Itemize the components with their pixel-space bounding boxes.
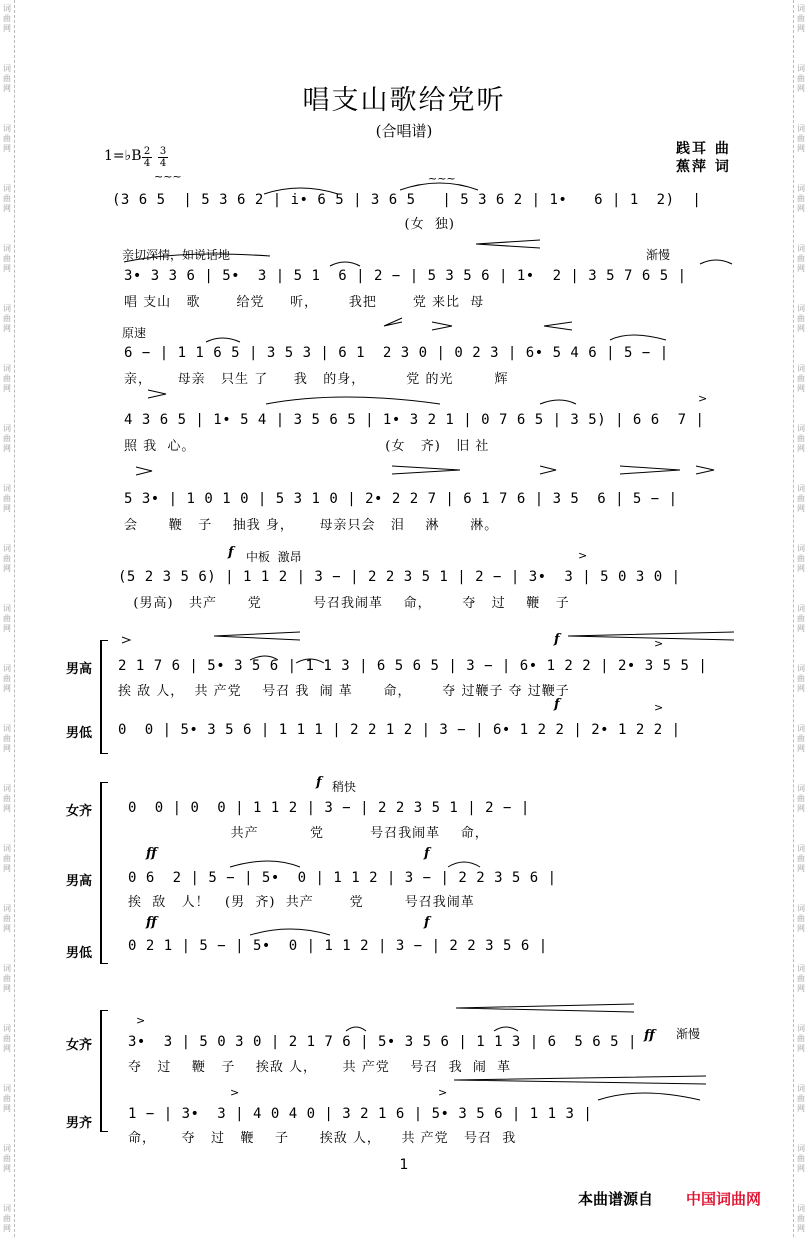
song-title: 唱支山歌给党听 — [302, 85, 506, 116]
margin-watermark: 词 曲 网 — [797, 544, 805, 573]
slur — [346, 1027, 366, 1031]
choir-3-female-notes: 3• 3 | 5 0 3 0 | 2 1 7 6 | 5• 3 5 6 | 1 1 3 | 6 5 6 5 | — [128, 1034, 637, 1050]
system-4-notes: 4 3 6 5 | 1• 5 4 | 3 5 6 5 | 1• 3 2 1 | 0 7 6 5 | 3 5) | 6 6 7 | — [124, 412, 705, 428]
choir-2-dynamic-f-low: f — [424, 915, 430, 930]
slur — [598, 1093, 700, 1100]
slur — [124, 254, 270, 262]
trill-mark: ~~~ — [154, 170, 182, 183]
slur — [700, 260, 732, 264]
choir-1-dynamic-bottom: f — [554, 697, 560, 712]
choir-2-male-low-label: 男低 — [66, 946, 93, 961]
choir-2-male-low-notes: 0 2 1 | 5 − | 5• 0 | 1 1 2 | 3 − | 2 2 3 5 6 | — [128, 938, 548, 954]
margin-watermark: 词 曲 网 — [3, 184, 11, 213]
choir-3-male-lyrics: 命， 夺 过 鞭 子 挨敌 人， 共 产党 号召 我 — [128, 1131, 517, 1146]
choir-1-male-high-label: 男高 — [66, 662, 93, 677]
system-2-tempo-marking: 渐慢 — [646, 248, 671, 262]
choir-1-male-high-lyrics: 挨 敌 人， 共 产党 号召 我 闹 革 命， 夺 过鞭子 夺 过鞭子 — [118, 684, 570, 699]
system-2-notes: 3• 3 3 6 | 5• 3 | 5 1 6 | 2 − | 5 3 5 6 | 1• 2 | 3 5 7 6 5 | — [124, 268, 687, 284]
margin-watermark: 词 曲 网 — [797, 844, 805, 873]
margin-watermark: 词 曲 网 — [797, 724, 805, 753]
margin-watermark: 词 曲 网 — [3, 424, 11, 453]
margin-watermark: 词 曲 网 — [797, 124, 805, 153]
margin-watermark: 词 曲 网 — [3, 904, 11, 933]
choir-2-female-lyrics: 共产 党 号召我闹革 命， — [128, 826, 489, 841]
margin-watermark: 词 曲 网 — [797, 64, 805, 93]
margin-watermark: 词 曲 网 — [797, 664, 805, 693]
time-signature-2: 3 4 — [159, 146, 167, 169]
system-5-notes: 5 3• | 1 0 1 0 | 5 3 1 0 | 2• 2 2 7 | 6 1 7 6 | 3 5 6 | 5 − | — [124, 491, 678, 507]
accent-mark: > — [654, 701, 664, 714]
hairpin — [122, 637, 130, 643]
margin-watermark: 词 曲 网 — [3, 1204, 11, 1233]
margin-watermark: 词 曲 网 — [3, 784, 11, 813]
composer-credit: 践耳 曲 — [676, 141, 731, 157]
slur — [448, 862, 480, 867]
hairpin — [544, 322, 572, 330]
margin-watermark: 词 曲 网 — [797, 904, 805, 933]
system-6-lyrics: (男高) 共产 党 号召我闹革 命， 夺 过 鞭 子 — [118, 596, 570, 611]
page-number: 1 — [399, 1157, 409, 1173]
choir-2-male-high-notes: 0 6 2 | 5 − | 5• 0 | 1 1 2 | 3 − | 2 2 3 5 6 | — [128, 870, 557, 886]
footer-brand-link[interactable]: 中国词曲网 — [686, 1190, 762, 1208]
slur — [494, 1027, 518, 1031]
margin-watermark: 词 曲 网 — [797, 304, 805, 333]
margin-watermark: 词 曲 网 — [3, 124, 11, 153]
margin-watermark: 词 曲 网 — [3, 364, 11, 393]
margin-watermark: 词 曲 网 — [797, 784, 805, 813]
margin-watermark: 词 曲 网 — [797, 364, 805, 393]
margin-watermark: 词 曲 网 — [797, 1024, 805, 1053]
choir-2-dynamic-female: f — [316, 775, 322, 790]
choir-3-female-lyrics: 夺 过 鞭 子 挨敌 人， 共 产党 号召 我 闹 革 — [128, 1060, 512, 1075]
margin-watermark: 词 曲 网 — [3, 304, 11, 333]
slur — [330, 262, 360, 266]
margin-watermark: 词 曲 网 — [3, 724, 11, 753]
system-6-notes: (5 2 3 5 6) | 1 1 2 | 3 − | 2 2 3 5 1 | 2 − | 3• 3 | 5 0 3 0 | — [118, 569, 681, 585]
hairpin — [136, 467, 152, 475]
trill-mark: ~~~ — [428, 172, 456, 185]
choir-3-female-label: 女齐 — [66, 1038, 93, 1053]
accent-mark: > — [654, 637, 664, 650]
slur — [610, 335, 666, 340]
choir-2-male-high-lyrics: 挨 敌 人！ (男 齐) 共产 党 号召我闹革 — [128, 895, 475, 910]
hairpin — [454, 1076, 706, 1084]
slur — [296, 659, 324, 663]
slur — [264, 188, 338, 194]
hairpin — [620, 466, 680, 474]
choir-2-female-label: 女齐 — [66, 804, 93, 819]
hairpin — [392, 466, 460, 474]
margin-watermark: 词 曲 网 — [3, 1144, 11, 1173]
choir-3-male-label: 男齐 — [66, 1116, 93, 1131]
hairpin — [456, 1004, 634, 1012]
margin-watermark: 词 曲 网 — [3, 4, 11, 33]
choir-2-male-high-label: 男高 — [66, 874, 93, 889]
system-6-dynamic: f — [228, 545, 234, 560]
margin-watermark: 词 曲 网 — [3, 544, 11, 573]
margin-watermark: 词 曲 网 — [797, 964, 805, 993]
accent-mark: > — [698, 392, 708, 405]
hairpin — [696, 466, 714, 474]
system-3-lyrics: 亲， 母亲 只生 了 我 的身， 党 的光 辉 — [124, 372, 509, 387]
hairpin — [476, 240, 540, 248]
system-3-marking: 原速 — [122, 326, 147, 340]
choir-2-dynamic-ff-high: ff — [146, 846, 157, 861]
margin-watermark: 词 曲 网 — [3, 244, 11, 273]
accent-mark: > — [230, 1086, 240, 1099]
accent-mark: > — [578, 549, 588, 562]
margin-watermark: 词 曲 网 — [3, 484, 11, 513]
system-2-lyrics: 唱 支山 歌 给党 听， 我把 党 来比 母 — [124, 295, 485, 310]
choir-2-female-notes: 0 0 | 0 0 | 1 1 2 | 3 − | 2 2 3 5 1 | 2 − | — [128, 800, 530, 816]
system-4-lyrics: 照 我 心。 (女 齐) 旧 社 — [124, 439, 490, 454]
margin-watermark: 词 曲 网 — [3, 1084, 11, 1113]
song-subtitle: (合唱谱) — [375, 122, 433, 140]
system-3-notes: 6 − | 1 1 6 5 | 3 5 3 | 6 1 2 3 0 | 0 2 3 | 6• 5 4 6 | 5 − | — [124, 345, 669, 361]
time-signature-1: 2 4 — [143, 146, 151, 169]
hairpin — [148, 390, 166, 398]
margin-watermark: 词 曲 网 — [3, 964, 11, 993]
accent-mark: > — [136, 1014, 146, 1027]
slur — [250, 656, 278, 660]
choir-2-marking: 稍快 — [332, 780, 357, 794]
choir-2-dynamic-f-high: f — [424, 846, 430, 861]
choir-2-dynamic-ff-low: ff — [146, 915, 157, 930]
choir-3-marking: 渐慢 — [676, 1027, 701, 1041]
accent-mark: > — [438, 1086, 448, 1099]
margin-watermark: 词 曲 网 — [797, 1144, 805, 1173]
hairpin — [214, 632, 300, 640]
margin-watermark: 词 曲 网 — [3, 664, 11, 693]
slur — [540, 400, 576, 404]
hairpin — [432, 322, 452, 330]
choir-1-male-high-notes: 2 1 7 6 | 5• 3 5 6 | 1 1 3 | 6 5 6 5 | 3 − | 6• 1 2 2 | 2• 3 5 5 | — [118, 658, 708, 674]
slur — [266, 397, 440, 404]
system-5-lyrics: 会 鞭 子 抽我 身， 母亲只会 泪 淋 淋。 — [124, 518, 499, 533]
footer-source-label: 本曲谱源自 — [578, 1190, 654, 1208]
margin-watermark: 词 曲 网 — [797, 1204, 805, 1233]
margin-watermark: 词 曲 网 — [797, 604, 805, 633]
margin-watermark: 词 曲 网 — [797, 244, 805, 273]
system-6-marking: 中板 激昂 — [246, 550, 302, 564]
margin-watermark: 词 曲 网 — [797, 1084, 805, 1113]
slur — [206, 338, 240, 342]
margin-watermark: 词 曲 网 — [797, 184, 805, 213]
margin-watermark: 词 曲 网 — [797, 484, 805, 513]
margin-watermark: 词 曲 网 — [3, 64, 11, 93]
choir-3-male-notes: 1 − | 3• 3 | 4 0 4 0 | 3 2 1 6 | 5• 3 5 6 | 1 1 3 | — [128, 1106, 593, 1122]
choir-3-dynamic: ff — [644, 1028, 655, 1043]
choir-1-dynamic-top: f — [554, 632, 560, 647]
hairpin — [384, 318, 402, 326]
slur — [230, 861, 300, 867]
lyricist-credit: 蕉萍 词 — [676, 159, 731, 175]
margin-watermark: 词 曲 网 — [797, 424, 805, 453]
slur — [250, 929, 330, 935]
hairpin — [540, 466, 556, 474]
margin-watermark: 词 曲 网 — [797, 4, 805, 33]
margin-watermark: 词 曲 网 — [3, 844, 11, 873]
system-2-marking: 亲切深情，如说话地 — [122, 248, 231, 262]
margin-watermark: 词 曲 网 — [3, 604, 11, 633]
key-signature: 1=♭B — [104, 148, 142, 164]
margin-watermark: 词 曲 网 — [3, 1024, 11, 1053]
hairpin — [568, 632, 734, 640]
choir-1-male-low-label: 男低 — [66, 726, 93, 741]
system-1-notes: (3 6 5 | 5 3 6 2 | i• 6 5 | 3 6 5 | 5 3 6 2 | 1• 6 | 1 2) | — [112, 192, 702, 208]
choir-1-male-low-notes: 0 0 | 5• 3 5 6 | 1 1 1 | 2 2 1 2 | 3 − | 6• 1 2 2 | 2• 1 2 2 | — [118, 722, 681, 738]
system-1-lyrics: (女 独) — [112, 217, 455, 232]
